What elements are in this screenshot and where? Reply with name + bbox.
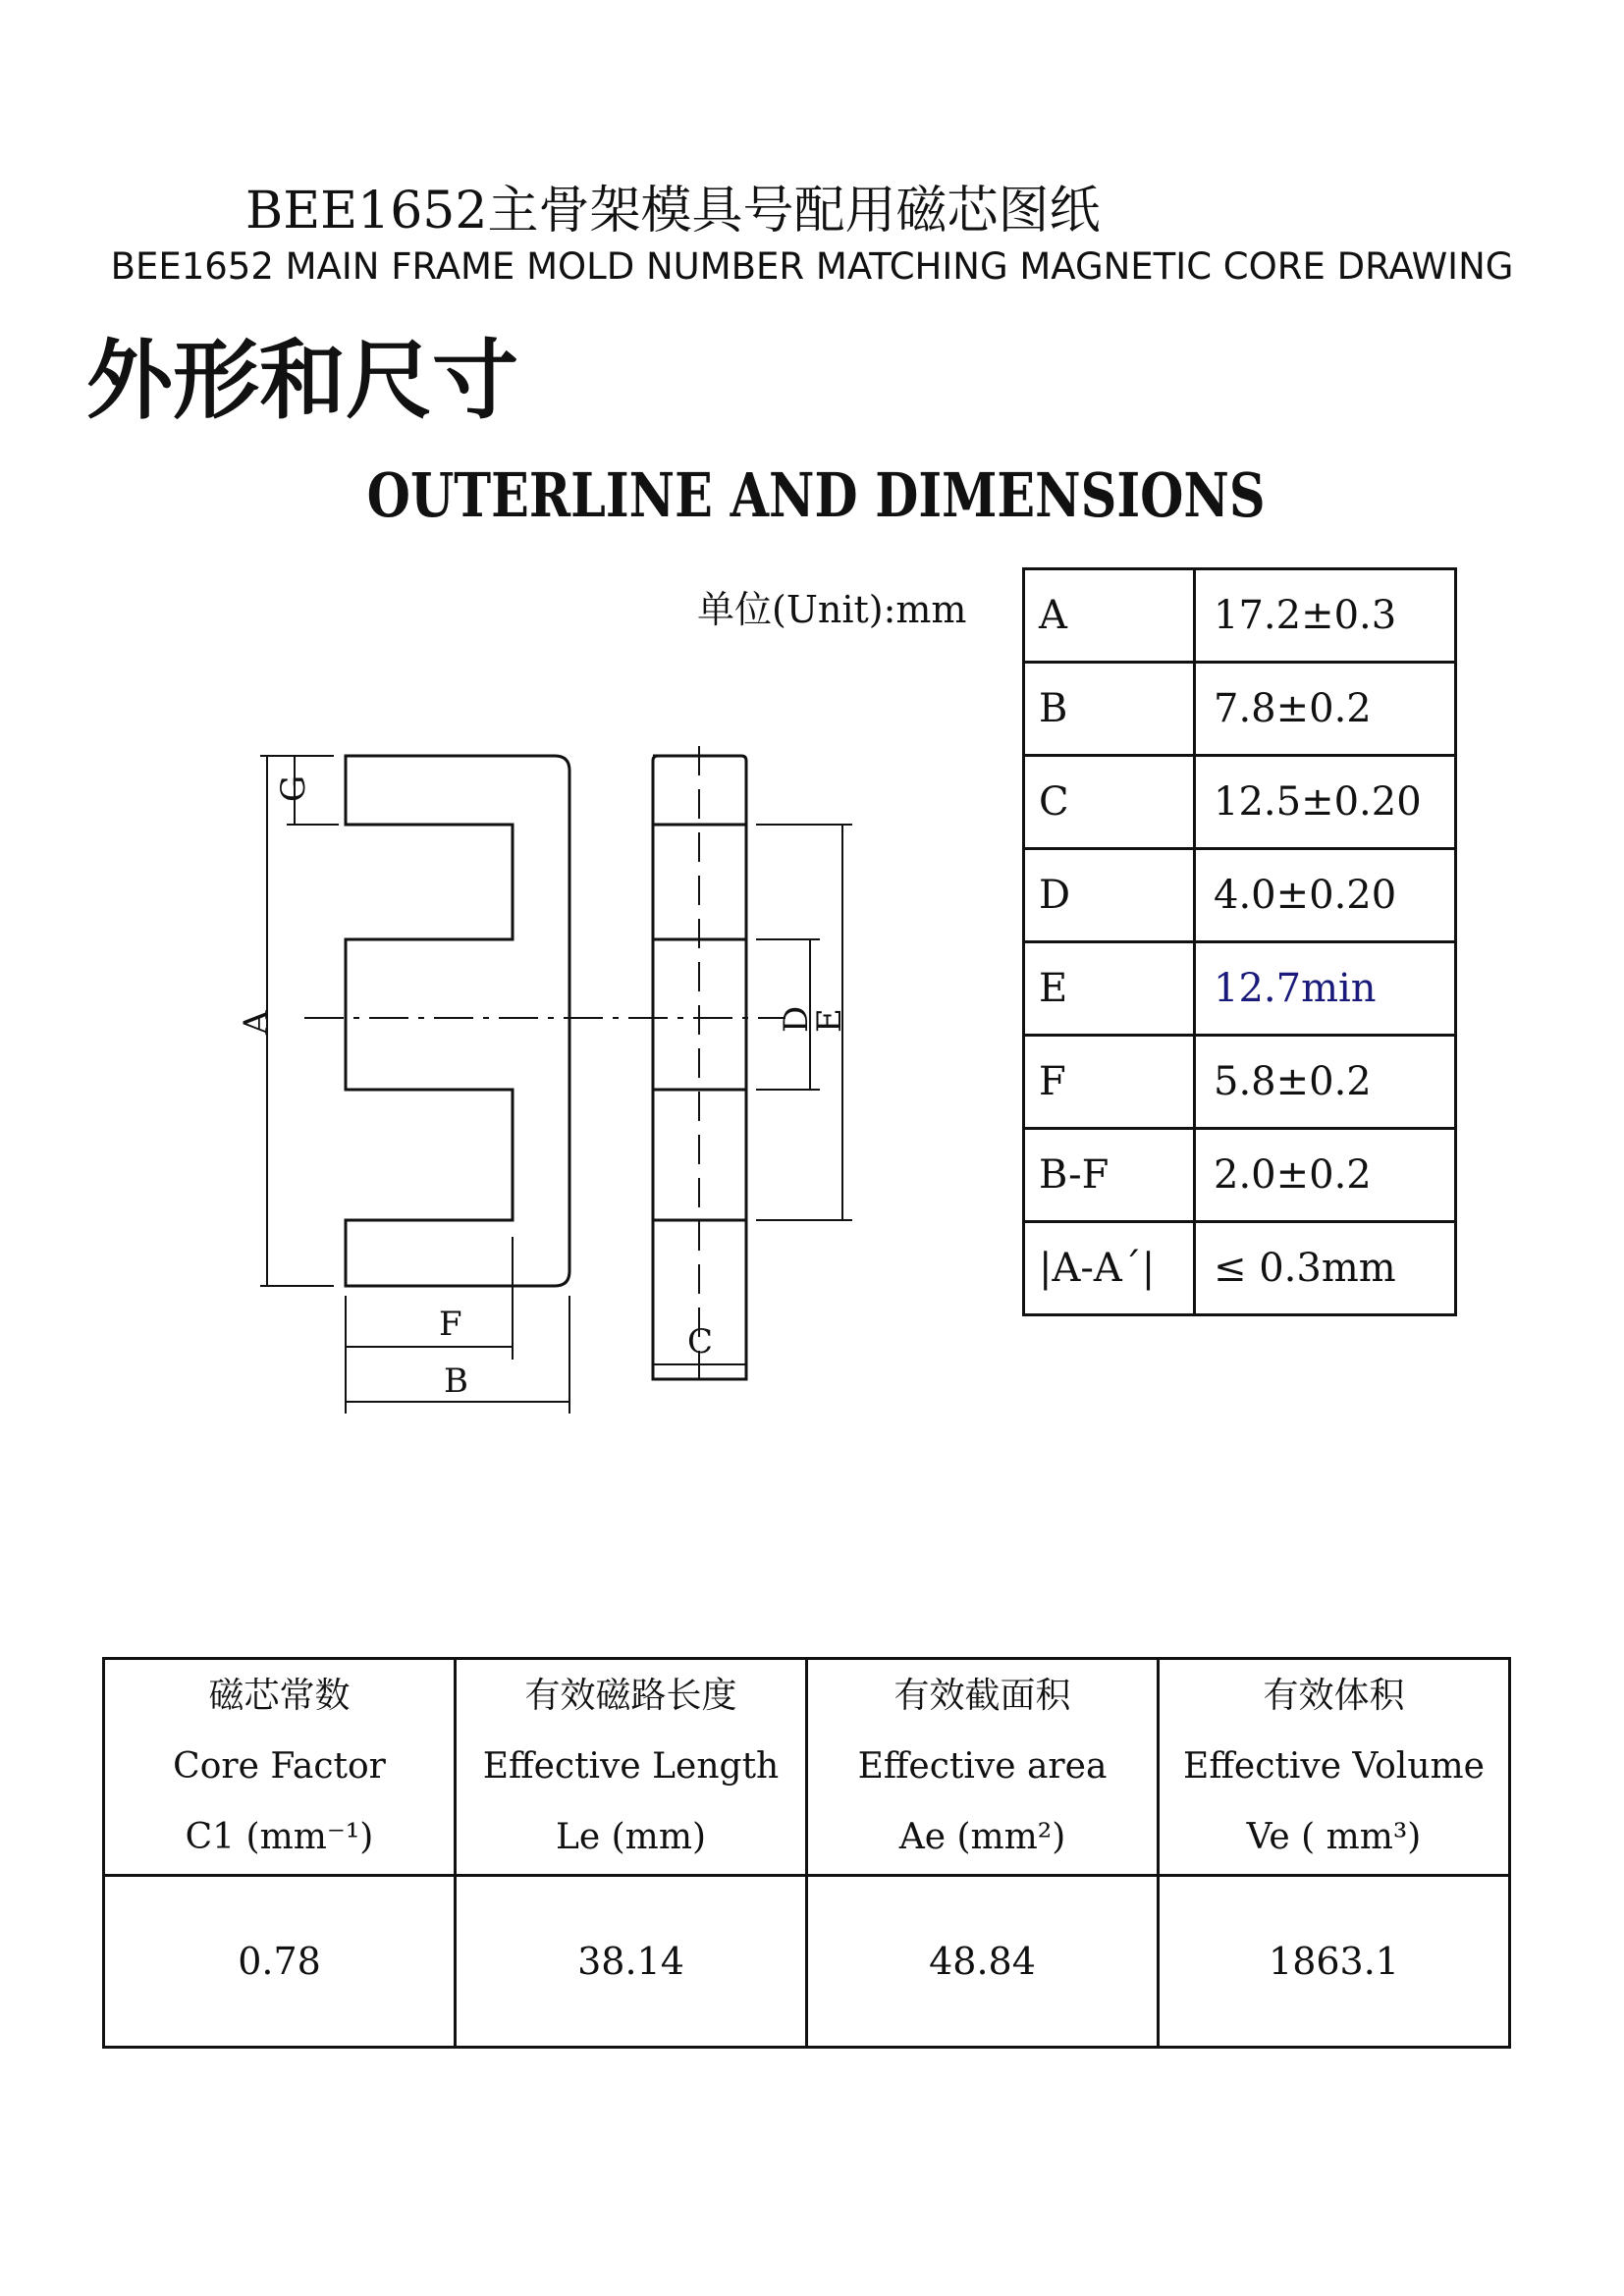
property-value: 38.14 <box>456 1876 807 2048</box>
label-a: A <box>237 1010 276 1035</box>
dimension-row <box>1024 849 1456 942</box>
property-symbol: Ae (mm²) <box>898 1817 1066 1857</box>
dimension-value: 12.5±0.20 <box>1195 756 1456 849</box>
dimension-value: 4.0±0.20 <box>1195 849 1456 942</box>
property-value: 0.78 <box>104 1876 456 2048</box>
property-header-effective-length <box>456 1659 807 1876</box>
dimension-row <box>1024 1222 1456 1315</box>
dimension-key: D <box>1024 849 1195 942</box>
properties-header-row <box>104 1659 1510 1876</box>
e-core-outline <box>346 756 569 1286</box>
dimension-value: 17.2±0.3 <box>1195 569 1456 663</box>
dimension-key: |A-A´| <box>1024 1222 1195 1315</box>
dimension-value: 7.8±0.2 <box>1195 663 1456 756</box>
property-header-core-factor <box>104 1659 456 1876</box>
outline-heading: OUTERLINE AND DIMENSIONS <box>366 459 1266 531</box>
dimension-row <box>1024 1129 1456 1222</box>
dimension-key: F <box>1024 1036 1195 1129</box>
dimension-key: B <box>1024 663 1195 756</box>
label-b: B <box>444 1362 468 1401</box>
dimension-row <box>1024 756 1456 849</box>
property-cn: 有效体积 <box>1263 1676 1405 1716</box>
dimension-key: C <box>1024 756 1195 849</box>
label-g: G <box>274 774 313 802</box>
property-value: 48.84 <box>807 1876 1159 2048</box>
label-c: C <box>687 1322 714 1362</box>
title-chinese: BEE1652主骨架模具号配用磁芯图纸 <box>245 182 1101 240</box>
label-d: D <box>777 1005 816 1033</box>
dimension-value: 2.0±0.2 <box>1195 1129 1456 1222</box>
dimension-key: E <box>1024 942 1195 1036</box>
property-en: Effective Volume <box>1183 1746 1485 1787</box>
title-english: BEE1652 MAIN FRAME MOLD NUMBER MATCHING MAGNETIC CORE DRAWING <box>110 245 1514 288</box>
label-f: F <box>439 1305 462 1344</box>
core-properties-table <box>102 1657 1511 2049</box>
property-header-effective-volume <box>1159 1659 1510 1876</box>
dimension-value: 12.7min <box>1195 942 1456 1036</box>
property-symbol: Le (mm) <box>555 1817 707 1857</box>
properties-value-row <box>104 1876 1510 2048</box>
property-cn: 磁芯常数 <box>208 1676 351 1716</box>
property-value: 1863.1 <box>1159 1876 1510 2048</box>
dimension-key: B-F <box>1024 1129 1195 1222</box>
section-heading-chinese: 外形和尺寸 <box>86 330 519 431</box>
dimension-row <box>1024 569 1456 663</box>
dimension-row <box>1024 663 1456 756</box>
unit-label: 单位(Unit):mm <box>697 588 967 631</box>
property-en: Effective area <box>857 1746 1108 1787</box>
dimension-row <box>1024 1036 1456 1129</box>
dimension-row <box>1024 942 1456 1036</box>
property-header-effective-area <box>807 1659 1159 1876</box>
dimension-key: A <box>1024 569 1195 663</box>
dimension-value: 5.8±0.2 <box>1195 1036 1456 1129</box>
property-en: Core Factor <box>173 1746 386 1787</box>
dimension-table <box>1022 567 1457 1316</box>
property-symbol: C1 (mm⁻¹) <box>185 1817 374 1857</box>
property-cn: 有效截面积 <box>893 1676 1071 1716</box>
property-symbol: Ve ( mm³) <box>1246 1817 1422 1857</box>
label-e: E <box>810 1008 849 1033</box>
dimension-value: ≤ 0.3mm <box>1195 1222 1456 1315</box>
property-cn: 有效磁路长度 <box>524 1676 737 1716</box>
property-en: Effective Length <box>482 1746 780 1787</box>
